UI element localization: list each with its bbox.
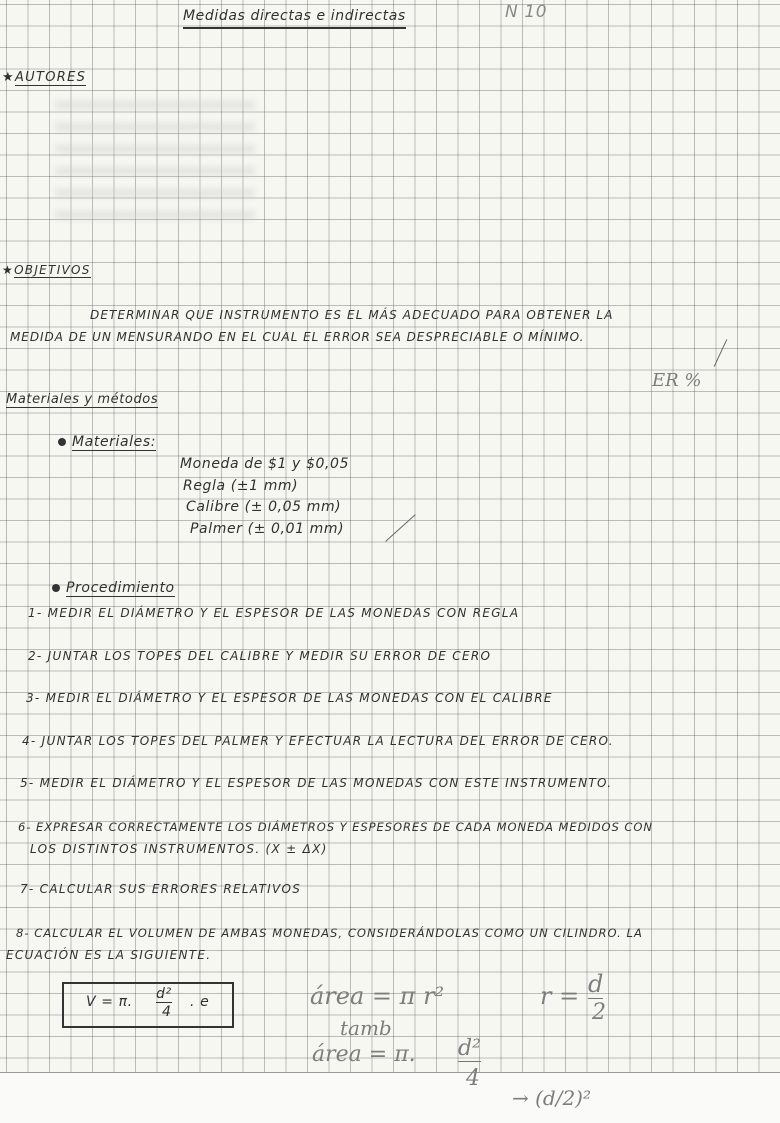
procedure-step: 4- JUNTAR LOS TOPES DEL PALMER Y EFECTUAR LA LECTURA DEL ERROR DE CERO.	[22, 734, 614, 748]
procedure-step: 1- MEDIR EL DIÁMETRO Y EL ESPESOR DE LAS MONEDAS CON REGLA	[28, 606, 520, 620]
volume-equation-box	[62, 982, 234, 1028]
pencil-note-radius-lhs: r =	[540, 982, 580, 1010]
objectives-section-heading	[2, 263, 91, 277]
pencil-note-area-num: d²	[458, 1036, 481, 1061]
bullet-icon	[58, 438, 66, 446]
objectives-heading: OBJETIVOS	[14, 263, 91, 277]
pencil-note-area-formula: área = π r²	[310, 982, 445, 1010]
authors-section-heading	[2, 70, 86, 85]
procedure-subheading-row	[52, 580, 175, 596]
pencil-note-radius-num: d	[588, 970, 604, 998]
equation-tail: . e	[190, 994, 210, 1010]
procedure-step: 5- MEDIR EL DIÁMETRO Y EL ESPESOR DE LAS MONEDAS CON ESTE INSTRUMENTO.	[20, 776, 613, 790]
pencil-note-arrow-expression: → (d/2)²	[512, 1086, 592, 1110]
material-item: Regla (±1 mm)	[183, 478, 299, 494]
pencil-note-area-den: 4	[466, 1066, 480, 1091]
authors-heading: AUTORES	[14, 70, 87, 85]
pencil-note-radius-den: 2	[592, 1000, 606, 1025]
procedure-step: 3- MEDIR EL DIÁMETRO Y EL ESPESOR DE LAS MONEDAS CON EL CALIBRE	[26, 691, 553, 705]
material-item: Moneda de $1 y $0,05	[180, 456, 350, 472]
corner-pencil-mark: N 10	[505, 2, 548, 22]
star-icon: ★	[2, 263, 15, 277]
star-icon: ★	[2, 70, 15, 85]
procedure-step-continuation: LOS DISTINTOS INSTRUMENTOS. (X ± ΔX)	[30, 842, 328, 856]
objectives-line-1: DETERMINAR QUE INSTRUMENTO ES EL MÁS ADECUADO PARA OBTENER LA	[90, 308, 614, 322]
page-title: Medidas directas e indirectas	[183, 8, 406, 29]
procedure-step-continuation: ECUACIÓN ES LA SIGUIENTE.	[6, 948, 212, 962]
procedure-subheading: Procedimiento	[66, 580, 175, 596]
bullet-icon	[52, 584, 60, 592]
procedure-step: 7- CALCULAR SUS ERRORES RELATIVOS	[20, 882, 302, 896]
equation-denominator: 4	[162, 1004, 172, 1020]
material-item: Calibre (± 0,05 mm)	[186, 499, 342, 515]
margin-pencil-note: ER %	[652, 370, 702, 391]
procedure-step: 2- JUNTAR LOS TOPES DEL CALIBRE Y MEDIR SU ERROR DE CERO	[28, 649, 492, 663]
procedure-step: 6- EXPRESAR CORRECTAMENTE LOS DIÁMETROS Y ESPESORES DE CADA MONEDA MEDIDOS CON	[18, 820, 653, 834]
materials-methods-heading: Materiales y métodos	[6, 392, 159, 407]
objectives-line-2: MEDIDA DE UN MENSURANDO EN EL CUAL EL ERROR SEA DESPRECIABLE O MÍNIMO.	[10, 330, 585, 344]
authors-redacted-list	[55, 88, 255, 223]
materials-subheading-row	[58, 434, 156, 450]
material-item: Palmer (± 0,01 mm)	[190, 521, 345, 537]
pencil-note-word: tamb	[340, 1016, 392, 1040]
pencil-note-area-substituted: área = π.	[312, 1042, 416, 1067]
equation-numerator: d²	[156, 986, 172, 1002]
procedure-step: 8- CALCULAR EL VOLUMEN DE AMBAS MONEDAS, CONSIDERÁNDOLAS COMO UN CILINDRO. LA	[16, 926, 643, 940]
equation-lhs: V = π.	[86, 994, 133, 1010]
page-bottom-margin	[0, 1072, 780, 1123]
materials-subheading: Materiales:	[72, 434, 157, 450]
